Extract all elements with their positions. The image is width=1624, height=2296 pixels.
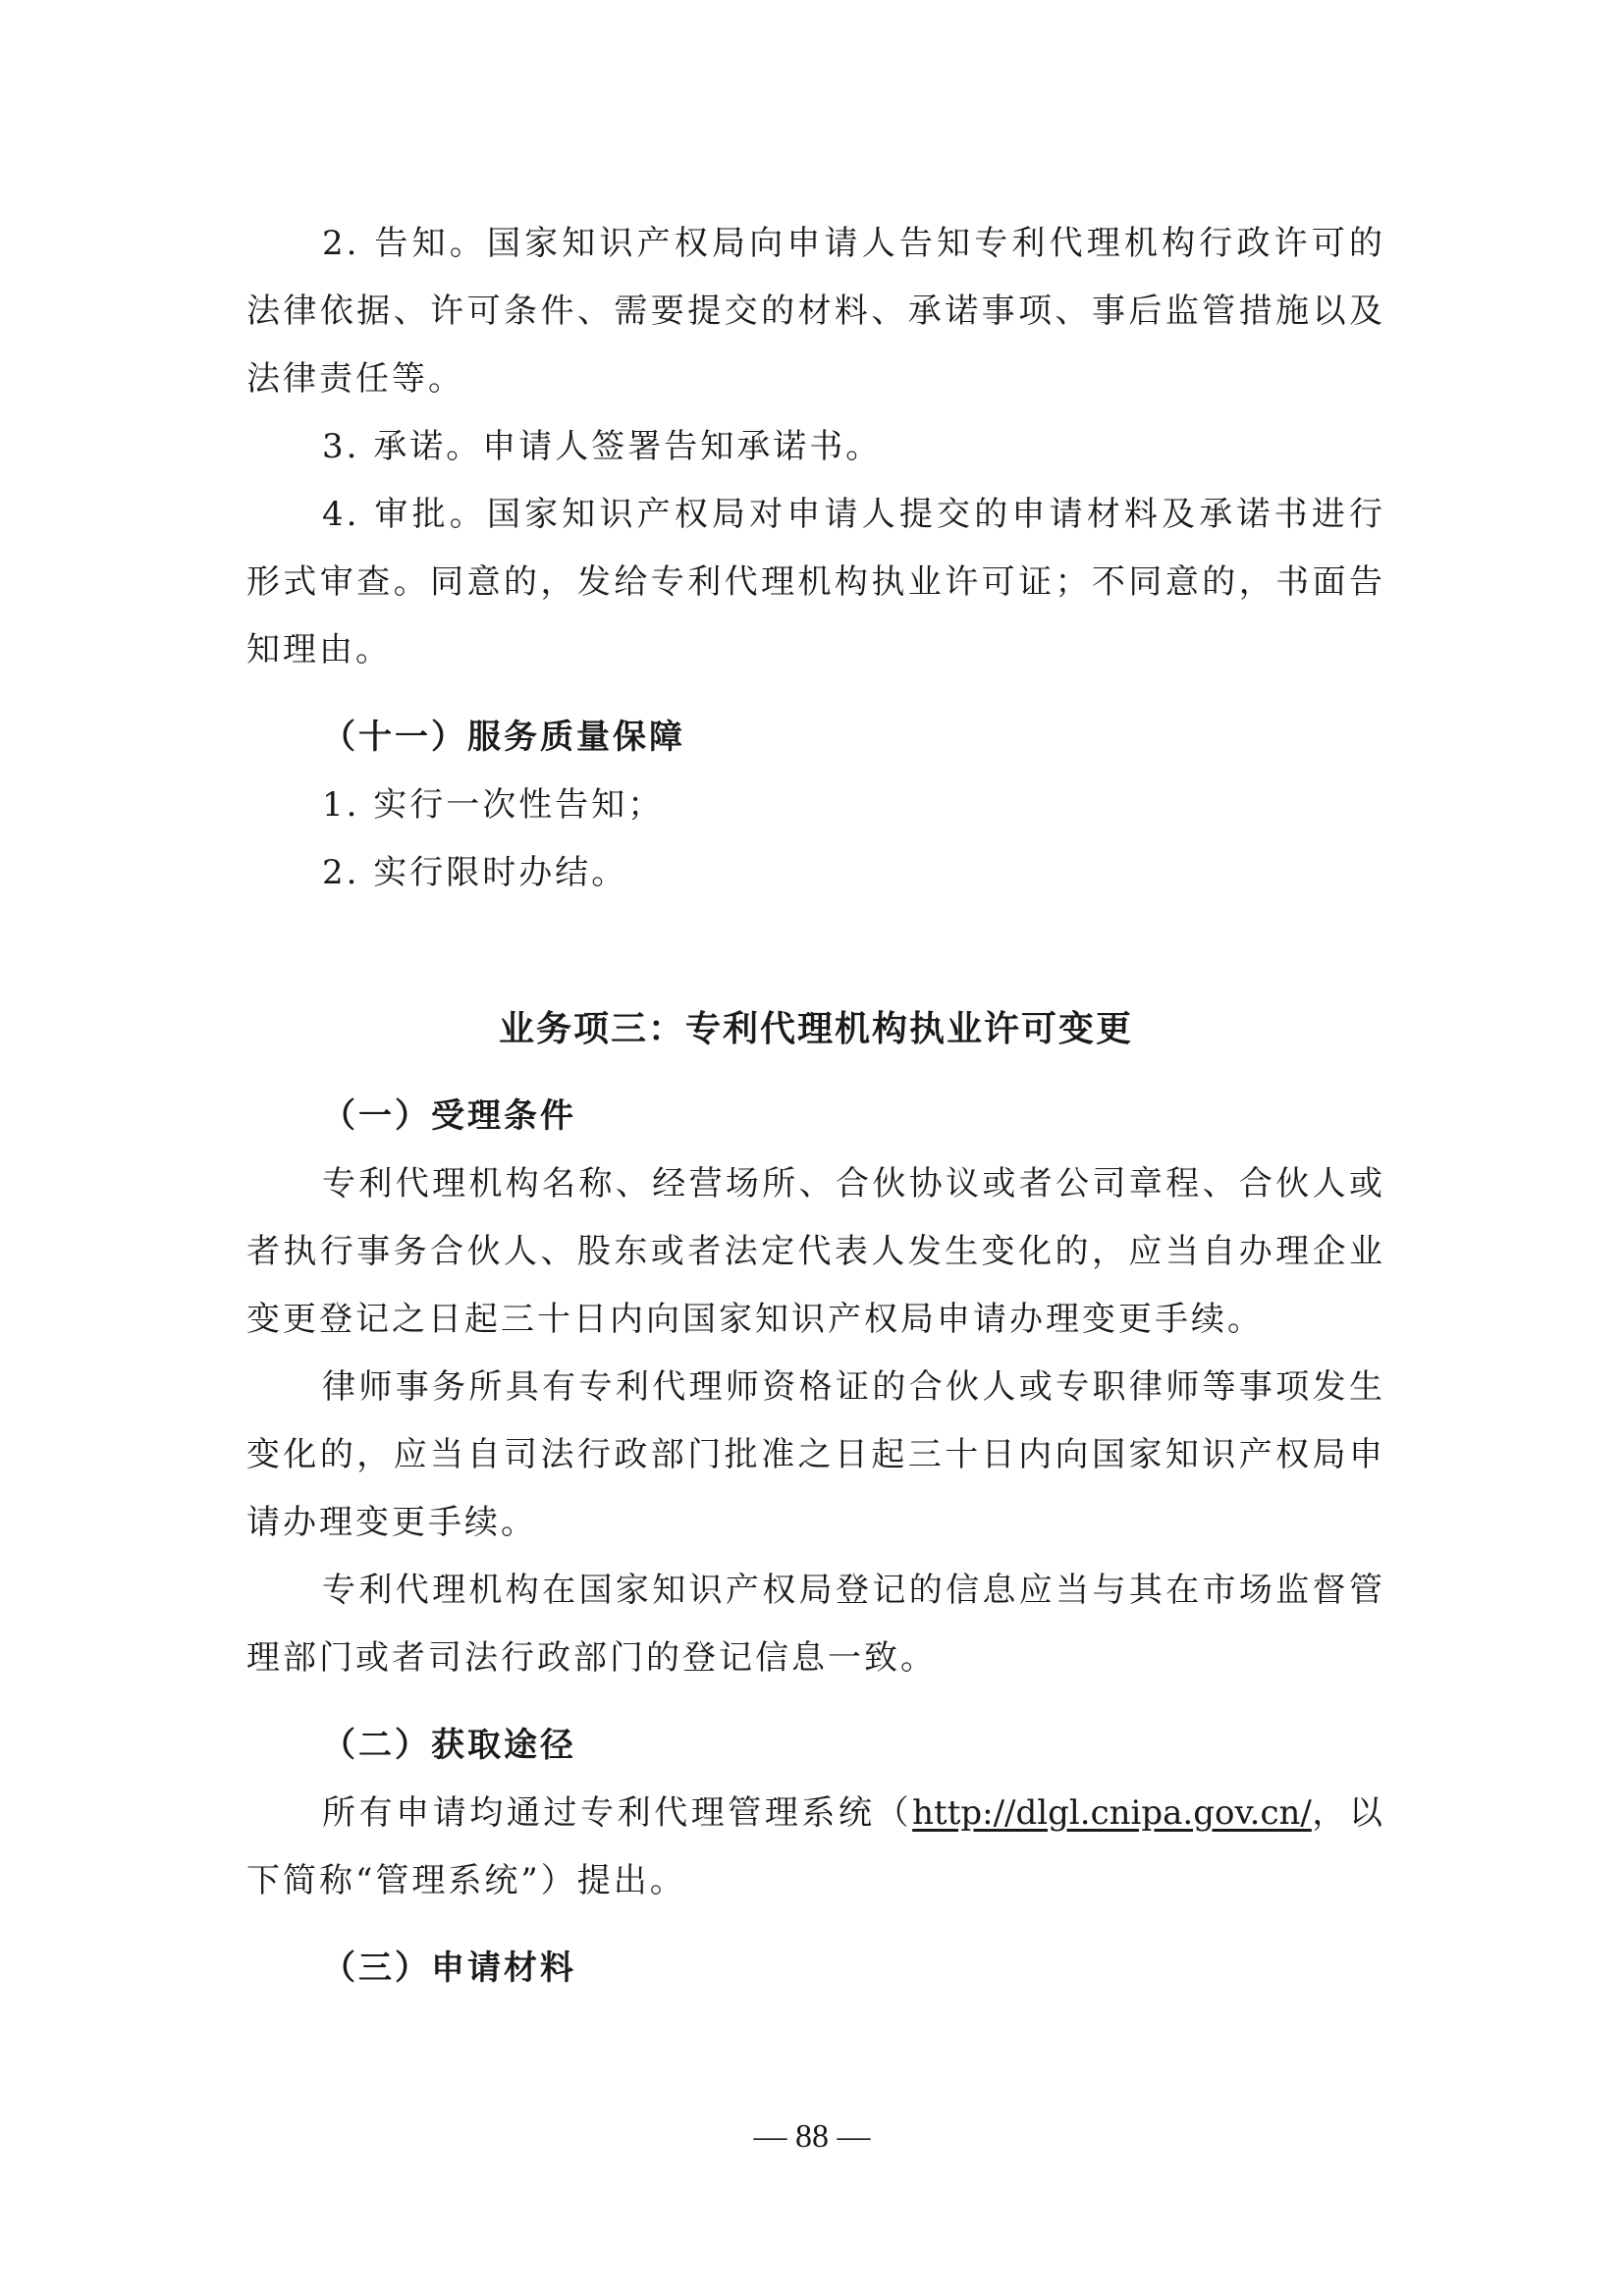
access-text-after: ，以下简称“管理系统”）提出。 <box>246 1793 1386 1900</box>
document-body <box>246 210 1385 2002</box>
paragraph-law-firm-changes: 律师事务所具有专利代理师资格证的合伙人或专职律师等事项发生变化的，应当自司法行政部门批准之日起三十日内向国家知识产权局申请办理变更手续。 <box>246 1367 1385 1542</box>
list-item: 2. 实行限时办结。 <box>322 853 628 892</box>
paragraph-registration-consistency: 专利代理机构在国家知识产权局登记的信息应当与其在市场监督管理部门或者司法行政部门的登记信息一致。 <box>246 1571 1385 1678</box>
list-item: 1. 实行一次性告知； <box>322 785 665 825</box>
section-heading-acceptance-conditions: （一）受理条件 <box>322 1096 576 1136</box>
page-number: — 88 — <box>753 2118 871 2155</box>
paragraph-change-conditions: 专利代理机构名称、经营场所、合伙协议或者公司章程、合伙人或者执行事务合伙人、股东或者法定代表人发生变化的，应当自办理企业变更登记之日起三十日内向国家知识产权局申请办理变更手续。 <box>246 1164 1385 1339</box>
paragraph-access-channel <box>246 1780 1385 1915</box>
paragraph-commitment: 3. 承诺。申请人签署告知承诺书。 <box>322 427 883 466</box>
section-heading-service-quality: （十一）服务质量保障 <box>322 718 685 757</box>
business-item-title: 业务项三：专利代理机构执业许可变更 <box>498 1009 1133 1049</box>
section-heading-access-channel: （二）获取途径 <box>322 1726 576 1765</box>
access-text-before: 所有申请均通过专利代理管理系统（ <box>322 1793 913 1833</box>
management-system-link[interactable]: http://dlgl.cnipa.gov.cn/ <box>912 1793 1312 1833</box>
section-heading-application-materials: （三）申请材料 <box>322 1949 576 1988</box>
paragraph-notice: 2. 告知。国家知识产权局向申请人告知专利代理机构行政许可的法律依据、许可条件、需要提交的材料、承诺事项、事后监管措施以及法律责任等。 <box>246 224 1385 399</box>
paragraph-approval: 4. 审批。国家知识产权局对申请人提交的申请材料及承诺书进行形式审查。同意的，发给专利代理机构执业许可证；不同意的，书面告知理由。 <box>246 495 1385 669</box>
